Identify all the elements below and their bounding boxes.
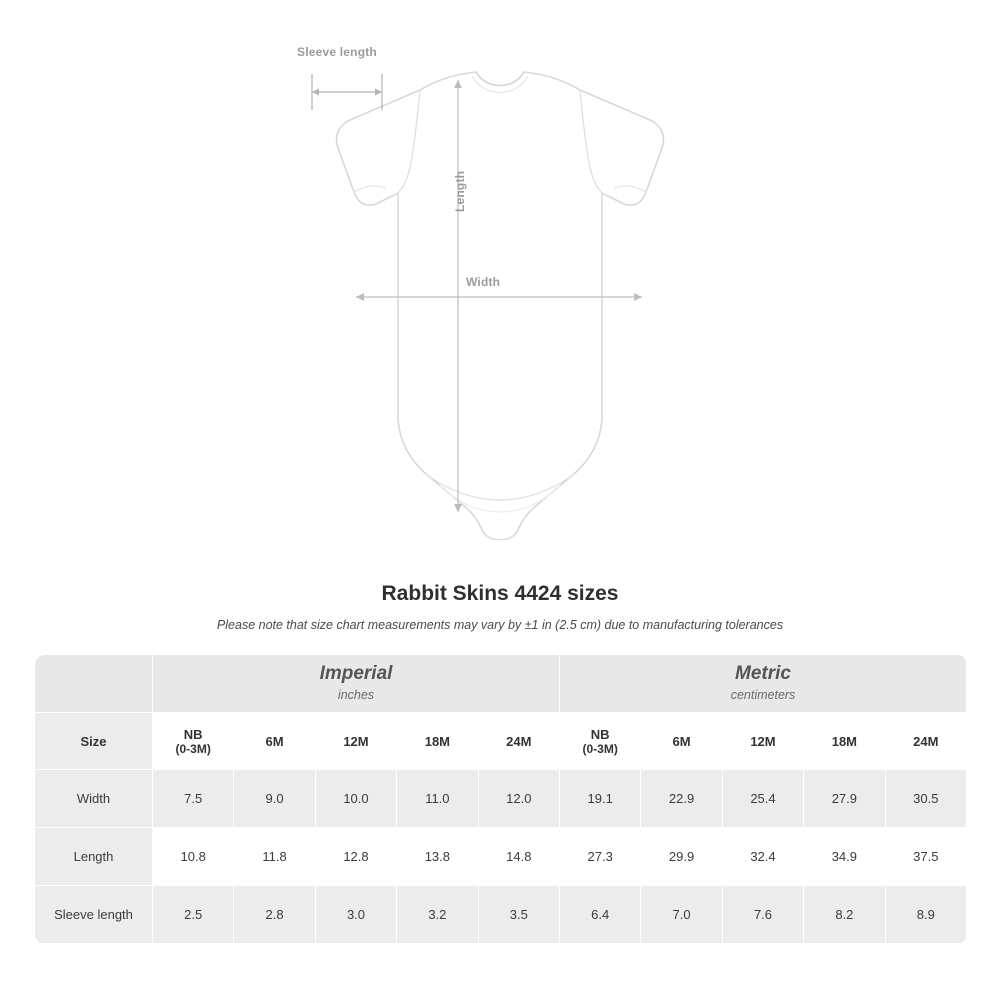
cell-sleeve-24m-cm: 8.9: [885, 886, 966, 944]
cell-sleeve-18m-cm: 8.2: [804, 886, 885, 944]
table-row: [35, 828, 967, 886]
cell-length-24m-in: 14.8: [478, 828, 559, 886]
cell-length-6m-cm: 29.9: [641, 828, 722, 886]
cell-length-12m-cm: 32.4: [722, 828, 803, 886]
column-header-sub: (0-3M): [582, 741, 618, 756]
cell-width-24m-in: 12.0: [478, 770, 559, 828]
cell-sleeve-nb-in: 2.5: [153, 886, 234, 944]
column-header-18m-metric: 18M: [804, 713, 885, 770]
cell-width-24m-cm: 30.5: [885, 770, 966, 828]
unit-group-imperial-sub: inches: [337, 688, 375, 702]
unit-group-row: [35, 655, 967, 713]
column-header-nb-imperial: [153, 713, 234, 770]
cell-sleeve-6m-cm: 7.0: [641, 886, 722, 944]
column-header-sub: (0-3M): [175, 741, 211, 756]
unit-group-metric: [560, 655, 967, 713]
table-row: [35, 886, 967, 944]
column-header-6m-metric: 6M: [641, 713, 722, 770]
cell-length-nb-in: 10.8: [153, 828, 234, 886]
cell-sleeve-12m-in: 3.0: [315, 886, 396, 944]
cell-width-18m-cm: 27.9: [804, 770, 885, 828]
cell-width-nb-cm: 19.1: [560, 770, 641, 828]
width-dimension-label: Width: [466, 275, 501, 289]
cell-length-nb-cm: 27.3: [560, 828, 641, 886]
unit-group-metric-sub: centimeters: [730, 688, 796, 702]
cell-length-12m-in: 12.8: [315, 828, 396, 886]
size-chart-table-wrap: [34, 654, 966, 944]
table-corner-cell: [35, 655, 153, 713]
row-header-sleeve-length: Sleeve length: [35, 886, 153, 944]
cell-length-6m-in: 11.8: [234, 828, 315, 886]
length-dimension-label: Length: [453, 170, 467, 212]
column-header-12m-metric: 12M: [722, 713, 803, 770]
cell-width-18m-in: 11.0: [397, 770, 478, 828]
cell-width-nb-in: 7.5: [153, 770, 234, 828]
cell-sleeve-6m-in: 2.8: [234, 886, 315, 944]
column-header-main: NB: [183, 726, 203, 742]
cell-sleeve-18m-in: 3.2: [397, 886, 478, 944]
cell-sleeve-24m-in: 3.5: [478, 886, 559, 944]
table-row: [35, 770, 967, 828]
column-header-18m-imperial: 18M: [397, 713, 478, 770]
cell-sleeve-12m-cm: 7.6: [722, 886, 803, 944]
page-title: Rabbit Skins 4424 sizes: [381, 582, 619, 605]
cell-length-18m-in: 13.8: [397, 828, 478, 886]
bodysuit-icon: [290, 60, 710, 540]
cell-width-6m-in: 9.0: [234, 770, 315, 828]
sleeve-length-dimension-label: Sleeve length: [297, 45, 377, 59]
row-header-width: Width: [35, 770, 153, 828]
size-header-row: [35, 713, 967, 770]
column-header-main: NB: [590, 726, 610, 742]
column-header-24m-imperial: 24M: [478, 713, 559, 770]
size-chart-table: [34, 654, 967, 944]
cell-width-12m-cm: 25.4: [722, 770, 803, 828]
unit-group-imperial: [153, 655, 560, 713]
column-header-size: Size: [35, 713, 153, 770]
unit-group-imperial-name: Imperial: [319, 663, 393, 685]
column-header-24m-metric: 24M: [885, 713, 966, 770]
column-header-6m-imperial: 6M: [234, 713, 315, 770]
cell-length-18m-cm: 34.9: [804, 828, 885, 886]
cell-width-12m-in: 10.0: [315, 770, 396, 828]
tolerance-note: Please note that size chart measurements may vary by ±1 in (2.5 cm) due to manufacturing tolerances: [216, 618, 784, 632]
cell-sleeve-nb-cm: 6.4: [560, 886, 641, 944]
column-header-12m-imperial: 12M: [315, 713, 396, 770]
unit-group-metric-name: Metric: [735, 663, 791, 685]
cell-length-24m-cm: 37.5: [885, 828, 966, 886]
bodysuit-graphic: [290, 60, 710, 540]
column-header-nb-metric: [560, 713, 641, 770]
cell-width-6m-cm: 22.9: [641, 770, 722, 828]
row-header-length: Length: [35, 828, 153, 886]
